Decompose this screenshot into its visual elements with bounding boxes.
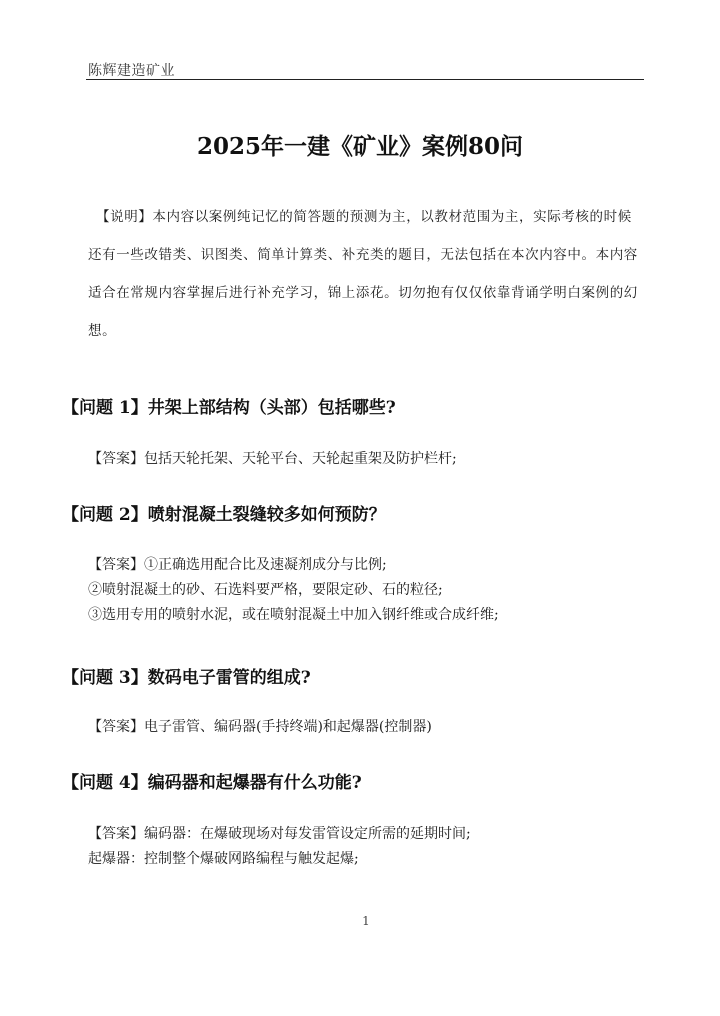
header-divider: [86, 79, 644, 80]
intro-text: 【说明】本内容以案例纯记忆的简答题的预测为主，以教材范围为主，实际考核的时候还有一些改错类、识图类、简单计算类、补充类的题目，无法包括在本次内容中。本内容适合在常规内容掌握后进行补充学习，锦上添花。切勿抱有仅仅依靠背诵学明白案例的幻想。: [88, 209, 638, 339]
question-2-heading: 【问题 2】喷射混凝土裂缝较多如何预防？: [62, 505, 386, 525]
document-title: 2025年一建《矿业》案例80问: [196, 133, 524, 160]
answer-line: ③选用专用的喷射水泥，或在喷射混凝土中加入钢纤维或合成纤维;: [88, 607, 499, 623]
question-4-heading: 【问题 4】编码器和起爆器有什么功能?: [62, 773, 362, 793]
answer-line: 【答案】①正确选用配合比及速凝剂成分与比例;: [88, 557, 387, 573]
answer-line: 【答案】电子雷管、编码器(手持终端)和起爆器(控制器): [88, 719, 432, 735]
answer-line: 起爆器：控制整个爆破网路编程与触发起爆;: [88, 851, 359, 867]
question-2-answer: [88, 553, 648, 628]
question-1-answer: [88, 447, 648, 472]
question-1-heading: 【问题 1】井架上部结构（头部）包括哪些?: [62, 398, 396, 418]
answer-line: ②喷射混凝土的砂、石选料要严格，要限定砂、石的粒径;: [88, 582, 443, 598]
question-3-answer: [88, 715, 648, 740]
intro-paragraph: [88, 198, 644, 350]
answer-line: 【答案】包括天轮托架、天轮平台、天轮起重架及防护栏杆;: [88, 451, 457, 467]
answer-line: 【答案】编码器：在爆破现场对每发雷管设定所需的延期时间;: [88, 826, 471, 842]
question-4-answer: [88, 822, 648, 872]
question-3-heading: 【问题 3】数码电子雷管的组成?: [62, 668, 311, 688]
page-number: 1: [362, 914, 370, 928]
header-text: 陈辉建造矿业: [88, 63, 175, 79]
